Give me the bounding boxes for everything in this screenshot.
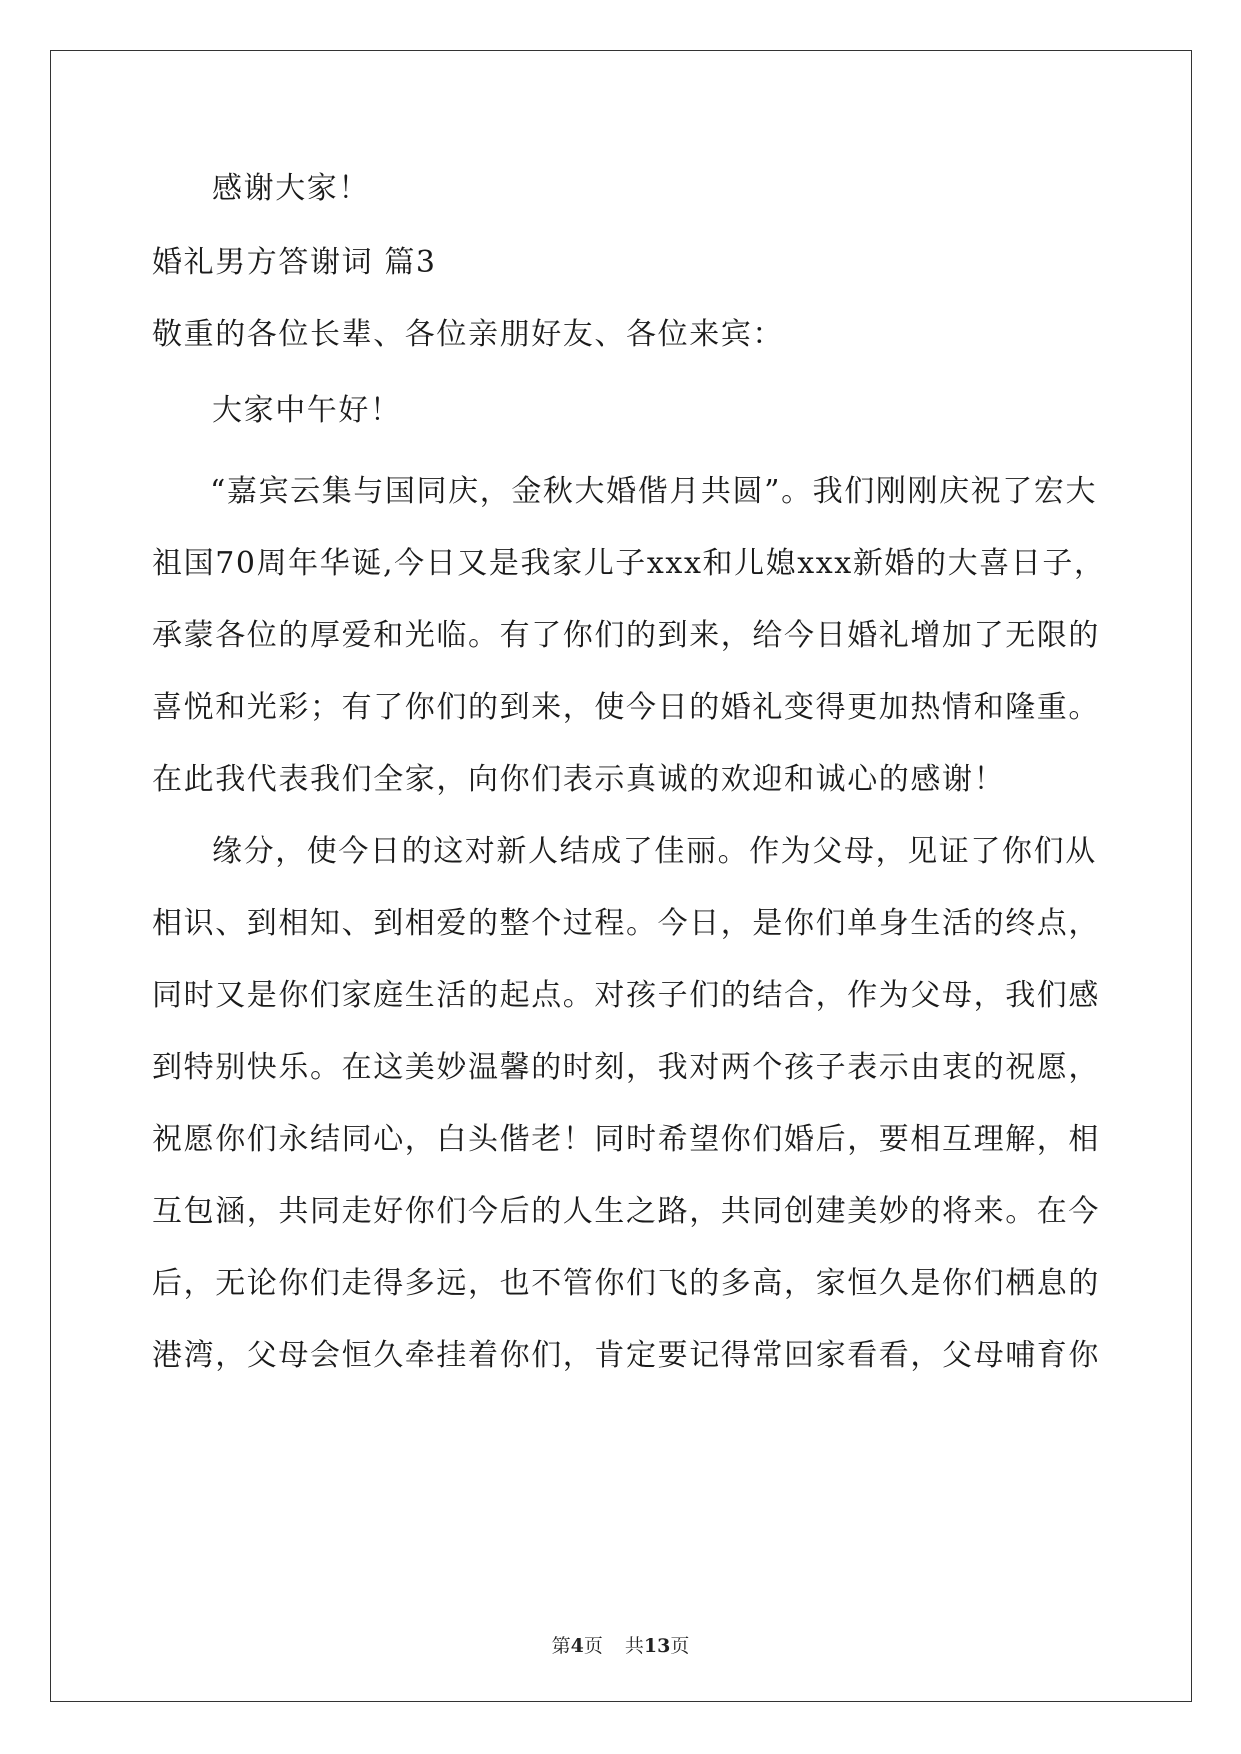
page-footer — [0, 1631, 1241, 1658]
paragraph-line: 祖国70周年华诞,今日又是我家儿子xxx和儿媳xxx新婚的大喜日子， — [152, 546, 1106, 581]
salutation: 敬重的各位长辈、各位亲朋好友、各位来宾： — [152, 317, 784, 352]
paragraph-line: 后，无论你们走得多远，也不管你们飞的多高，家恒久是你们栖息的 — [152, 1266, 1100, 1301]
page-unit: 页 — [583, 1635, 603, 1657]
paragraph-line: 同时又是你们家庭生活的起点。对孩子们的结合，作为父母，我们感 — [152, 978, 1100, 1013]
section-heading: 婚礼男方答谢词 篇3 — [152, 245, 437, 280]
paragraph-line: 祝愿你们永结同心，白头偕老！同时希望你们婚后，要相互理解，相 — [152, 1122, 1100, 1157]
paragraph-line: 到特别快乐。在这美妙温馨的时刻，我对两个孩子表示由衷的祝愿， — [152, 1050, 1100, 1085]
paragraph-line: 缘分，使今日的这对新人结成了佳丽。作为父母，见证了你们从 — [212, 834, 1097, 869]
page-total: 13 — [643, 1635, 671, 1657]
paragraph-line: 在此我代表我们全家，向你们表示真诚的欢迎和诚心的感谢！ — [152, 762, 1006, 797]
greeting: 大家中午好！ — [212, 393, 402, 428]
closing-thanks: 感谢大家！ — [212, 171, 370, 206]
total-unit: 页 — [670, 1635, 690, 1657]
paragraph-line: 喜悦和光彩；有了你们的到来，使今日的婚礼变得更加热情和隆重。 — [152, 690, 1100, 725]
paragraph-1 — [152, 456, 1106, 816]
document-body — [152, 160, 1106, 1392]
paragraph-line: 承蒙各位的厚爱和光临。有了你们的到来，给今日婚礼增加了无限的 — [152, 618, 1100, 653]
total-prefix: 共 — [624, 1635, 644, 1657]
paragraph-line: “嘉宾云集与国同庆，金秋大婚偕月共圆”。我们刚刚庆祝了宏大 — [210, 474, 1098, 509]
paragraph-line: 互包涵，共同走好你们今后的人生之路，共同创建美妙的将来。在今 — [152, 1194, 1100, 1229]
paragraph-line: 相识、到相知、到相爱的整个过程。今日，是你们单身生活的终点， — [152, 906, 1100, 941]
paragraph-line: 港湾，父母会恒久牵挂着你们，肯定要记得常回家看看，父母哺育你 — [152, 1338, 1100, 1373]
page-prefix: 第 — [551, 1635, 571, 1657]
paragraph-2 — [152, 816, 1100, 1392]
page-current: 4 — [570, 1635, 584, 1657]
